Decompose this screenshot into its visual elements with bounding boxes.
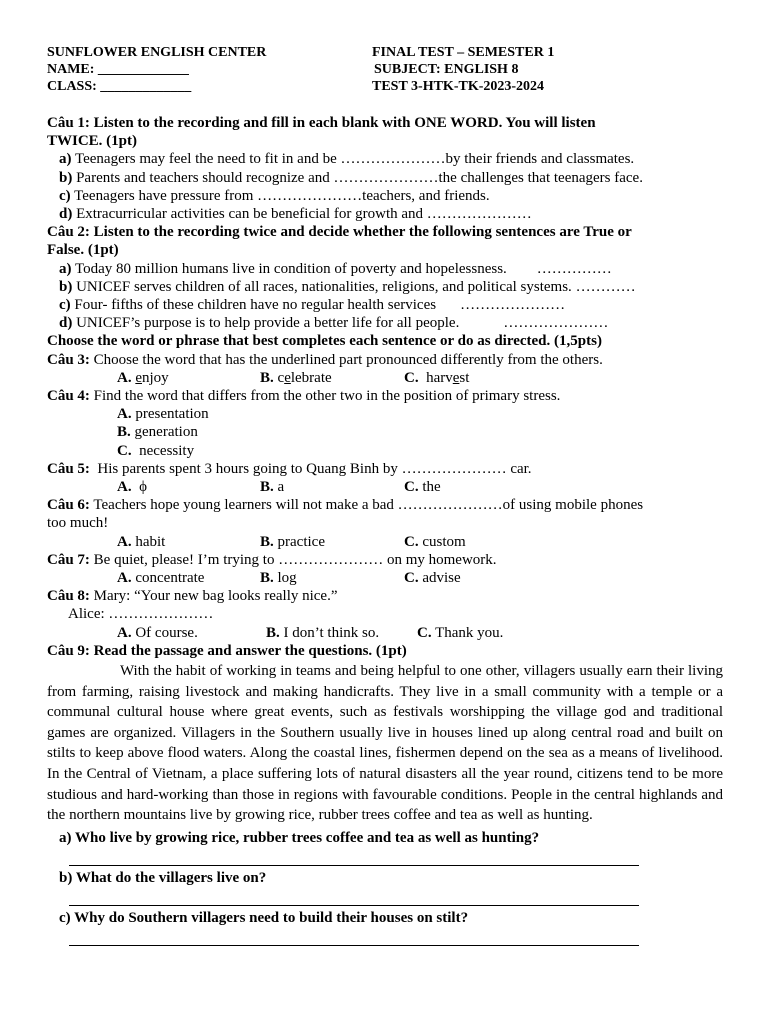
cau5-options [47,478,723,496]
cau5-option-a[interactable]: A. ϕ [117,479,147,496]
cau6-question-cont: too much! [47,515,109,532]
cau7-option-b[interactable]: B. log [260,570,297,587]
subject-line: SUBJECT: ENGLISH 8 [374,62,519,77]
cau1-item-c: c) Teenagers have pressure from …………………teachers, and friends. [59,187,490,204]
cau6-option-c[interactable]: C. custom [404,533,466,550]
cau5-question: Câu 5: His parents spent 3 hours going to Quang Binh by ………………… car. [47,460,532,477]
cau1-item-b: b) Parents and teachers should recognize and …………………the challenges that teenagers face. [59,169,643,186]
reading-passage: With the habit of working in teams and being helpful to one other, villagers usually earn their living from farming, raising livestock and making handicrafts. They live in a small community with a temple or a communal cultural house where great events, such as festivals worshipping the village god and traditional games are organized. Villagers in the Southern usually live in houses lined up along central road and built on stilts to keep above flood waters. Along the coastal lines, fishermen depend on the sea as a means of livelihood. In the Central of Vietnam, a place suffering lots of natural disasters all the year round, citizens tend to be more studious and hard-working than those in regions with favourable conditions. People in the central highlands and the northern mountains live by growing rice, rubber trees coffee and tea as well as hunting. [47,663,723,824]
cau8-options [47,624,723,642]
cau1-title: Câu 1: Listen to the recording and fill in each blank with ONE WORD. You will listen [47,115,596,131]
cau8-option-a[interactable]: A. Of course. [117,624,198,641]
cau4-option-b[interactable]: B. generation [117,424,198,441]
cau3-option-b[interactable]: B. celebrate [260,369,332,386]
cau3-options [47,369,723,387]
cau6-options [47,533,723,551]
cau2-item-a: a) Today 80 million humans live in condition of poverty and hopelessness. …………… [59,260,612,277]
cau2-item-d: d) UNICEF’s purpose is to help provide a better life for all people. ………………… [59,315,609,332]
cau8-option-c[interactable]: C. Thank you. [417,624,504,641]
cau9-question-b: b) What do the villagers live on? [59,870,267,887]
test-title: FINAL TEST – SEMESTER 1 [372,45,555,60]
answer-line-c[interactable] [69,927,639,946]
cau5-option-b[interactable]: B. a [260,479,285,496]
cau4-question: Câu 4: Find the word that differs from the other two in the position of primary stress. [47,388,561,405]
cau6-option-a[interactable]: A. habit [117,533,166,550]
cau1-item-a: a) Teenagers may feel the need to fit in and be …………………by their friends and classmates. [59,151,635,168]
cau4-option-a[interactable]: A. presentation [117,406,209,423]
cau4-option-c[interactable]: C. necessity [117,442,195,459]
cau6-option-b[interactable]: B. practice [260,533,325,550]
cau2-title: Câu 2: Listen to the recording twice and decide whether the following sentences are True or [47,224,632,241]
cau9-question-a: a) Who live by growing rice, rubber trees coffee and tea as well as hunting? [59,829,540,846]
cau1-title-cont: TWICE. (1pt) [47,133,138,150]
test-code: TEST 3-HTK-TK-2023-2024 [372,79,545,94]
cau8-question: Câu 8: Mary: “Your new bag looks really nice.” [47,588,338,605]
exam-body [47,114,723,948]
cau3-option-a[interactable]: A. enjoy [117,369,169,386]
center-name: SUNFLOWER ENGLISH CENTER [47,45,267,60]
cau2-item-c: c) Four- fifths of these children have no regular health services ………………… [59,297,566,314]
section-title: Choose the word or phrase that best completes each sentence or do as directed. (1,5pts) [47,333,602,350]
header-left [47,44,266,95]
cau7-question: Câu 7: Be quiet, please! I’m trying to ………………… on my homework. [47,551,497,568]
student-name-field[interactable]: NAME: _____________ [47,62,189,77]
cau8-option-b[interactable]: B. I don’t think so. [266,624,380,641]
cau7-options [47,569,723,587]
cau2-item-b: b) UNICEF serves children of all races, nationalities, religions, and political systems. ………… [59,278,636,295]
cau7-option-c[interactable]: C. advise [404,570,461,587]
cau9-title: Câu 9: Read the passage and answer the questions. (1pt) [47,642,407,659]
cau3-option-c[interactable]: C. harvest [404,369,470,386]
cau8-question-cont: Alice: ………………… [68,606,214,623]
cau3-question: Câu 3: Choose the word that has the underlined part pronounced differently from the others. [47,351,603,368]
cau9-question-c: c) Why do Southern villagers need to build their houses on stilt? [59,910,469,927]
cau1-item-d: d) Extracurricular activities can be beneficial for growth and ………………… [59,206,532,223]
cau2-title-cont: False. (1pt) [47,242,119,259]
answer-line-b[interactable] [69,887,639,906]
cau5-option-c[interactable]: C. the [404,479,441,496]
cau6-question: Câu 6: Teachers hope young learners will not make a bad …………………of using mobile phones [47,497,644,514]
answer-line-a[interactable] [69,847,639,866]
header-right [372,44,554,95]
student-class-field[interactable]: CLASS: _____________ [47,79,192,94]
cau7-option-a[interactable]: A. concentrate [117,570,205,587]
